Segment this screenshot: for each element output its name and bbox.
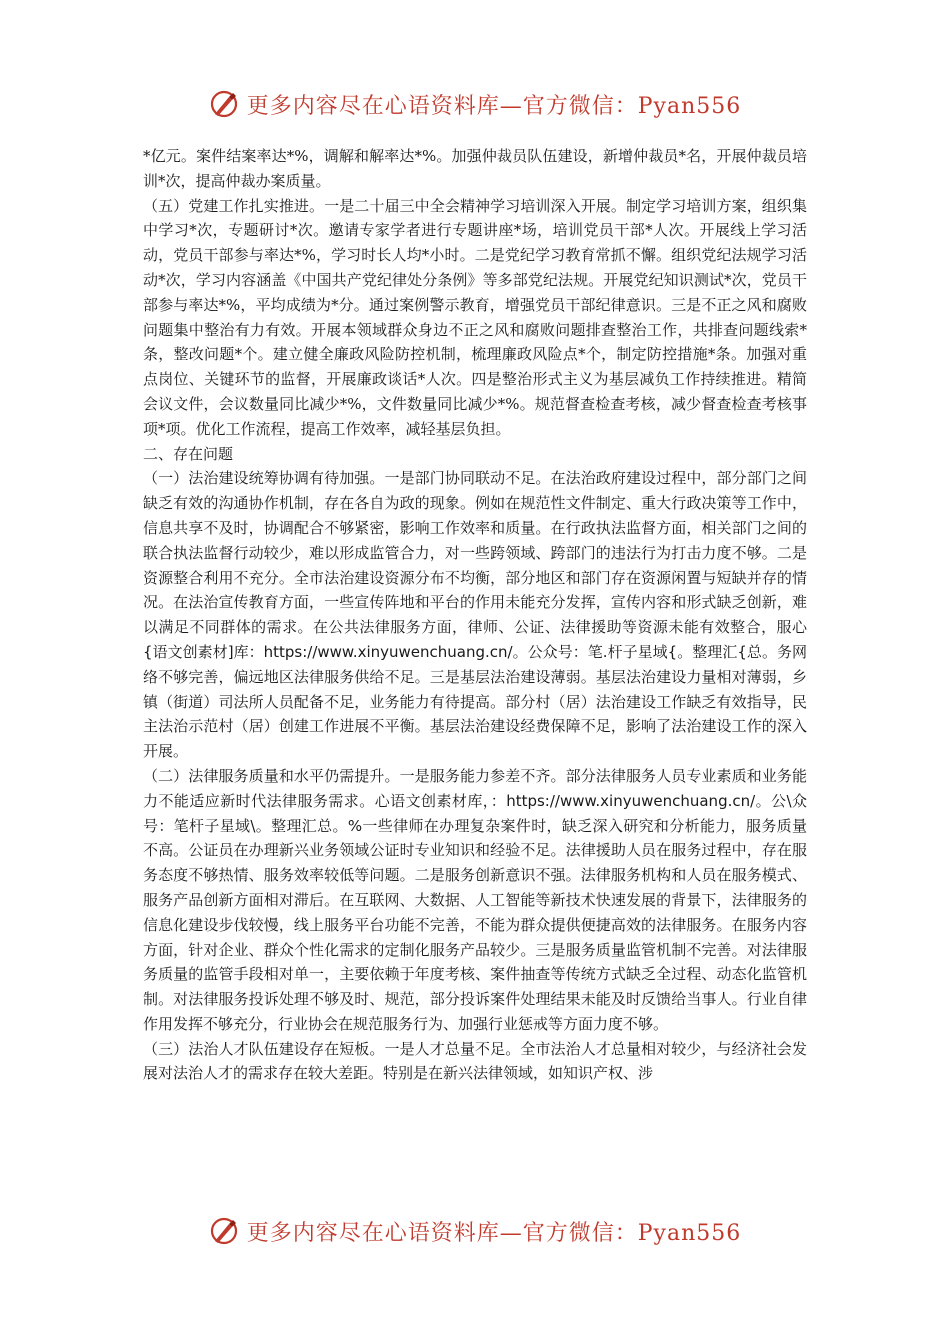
watermark-text: 更多内容尽在心语资料库—官方微信：Pyan556 (246, 1220, 742, 1246)
paragraph-arbitration-stats: *亿元。案件结案率达*%，调解和解率达*%。加强仲裁员队伍建设，新增仲裁员*名，开展仲裁员培训*次，提高仲裁办案质量。 (143, 147, 807, 190)
paragraph-talent: （三）法治人才队伍建设存在短板。一是人才总量不足。全市法治人才总量相对较少，与经济社会发展对法治人才的需求存在较大差距。特别是在新兴法律领域，如知识产权、涉 (143, 1039, 807, 1083)
pen-circle-icon (209, 1216, 239, 1246)
document-body (143, 144, 807, 1086)
footer-watermark (0, 1211, 950, 1251)
paragraph-party-building: （五）党建工作扎实推进。一是二十届三中全会精神学习培训深入开展。制定学习培训方案，组织集中学习*次，专题研讨*次。邀请专家学者进行专题讲座*场，培训党员干部*人次。开展线上学习活动，党员干部参与率达*%，学习时长人均*小时。二是党纪学习教育常抓不懈。组织党纪法规学习活动*次，学习内容涵盖《中国共产党纪律处分条例》等多部党纪法规。开展党纪知识测试*次，党员干部参与率达*%，平均成绩为*分。通过案例警示教育，增强党员干部纪律意识。三是不正之风和腐败问题集中整治有力有效。开展本领域群众身边不正之风和腐败问题排查整治工作，共排查问题线索*条，整改问题*个。建立健全廉政风险防控机制，梳理廉政风险点*个，制定防控措施*条。加强对重点岗位、关键环节的监督，开展廉政谈话*人次。四是整治形式主义为基层减负工作持续推进。精简会议文件，会议数量同比减少*%，文件数量同比减少*%。规范督查检查考核，减少督查检查考核事项*项。优化工作流程，提高工作效率，减轻基层负担。 (143, 196, 807, 438)
paragraph-legal-services: （二）法律服务质量和水平仍需提升。一是服务能力参差不齐。部分法律服务人员专业素质和业务能力不能适应新时代法律服务需求。心语文创素材库，：https://www.xinyuwenchuang.cn/。公\众号：笔杆子星域\。整理汇总。%一些律师在办理复杂案件时，缺乏深入研究和分析能力，服务质量不高。公证员在办理新兴业务领域公证时专业知识和经验不足。法律援助人员在服务过程中，存在服务态度不够热情、服务效率较低等问题。二是服务创新意识不强。法律服务机构和人员在服务模式、服务产品创新方面相对滞后。在互联网、大数据、人工智能等新技术快速发展的背景下，法律服务的信息化建设步伐较慢，线上服务平台功能不完善，不能为群众提供便捷高效的法律服务。在服务内容方面，针对企业、群众个性化需求的定制化服务产品较少。三是服务质量监管机制不完善。对法律服务质量的监管手段相对单一，主要依赖于年度考核、案件抽查等传统方式缺乏全过程、动态化监管机制。对法律服务投诉处理不够及时、规范，部分投诉案件处理结果未能及时反馈给当事人。行业自律作用发挥不够充分，行业协会在规范服务行为、加强行业惩戒等方面力度不够。 (143, 766, 807, 1033)
watermark-text: 更多内容尽在心语资料库—官方微信：Pyan556 (246, 93, 742, 119)
header-watermark (0, 84, 950, 124)
paragraph-coordination: （一）法治建设统筹协调有待加强。一是部门协同联动不足。在法治政府建设过程中，部分部门之间缺乏有效的沟通协作机制，存在各自为政的现象。例如在规范性文件制定、重大行政决策等工作中，信息共享不及时，协调配合不够紧密，影响工作效率和质量。在行政执法监督方面，相关部门之间的联合执法监督行动较少，难以形成监管合力，对一些跨领域、跨部门的违法行为打击力度不够。二是资源整合利用不充分。全市法治建设资源分布不均衡，部分地区和部门存在资源闲置与短缺并存的情况。在法治宣传教育方面，一些宣传阵地和平台的作用未能充分发挥，宣传内容和形式缺乏创新，难以满足不同群体的需求。在公共法律服务方面，律师、公证、法律援助等资源未能有效整合，服心{语文创素材]库：https://www.xinyuwenchuang.cn/。公众号：笔.杆子星域{。整理汇{总。务网络不够完善，偏远地区法律服务供给不足。三是基层法治建设薄弱。基层法治建设力量相对薄弱，乡镇（街道）司法所人员配备不足，业务能力有待提高。部分村（居）法治建设工作缺乏有效指导，民主法治示范村（居）创建工作进展不平衡。基层法治建设经费保障不足，影响了法治建设工作的深入开展。 (143, 469, 807, 761)
pen-circle-icon (209, 89, 239, 119)
section-heading-problems: 二、存在问题 (143, 444, 234, 463)
